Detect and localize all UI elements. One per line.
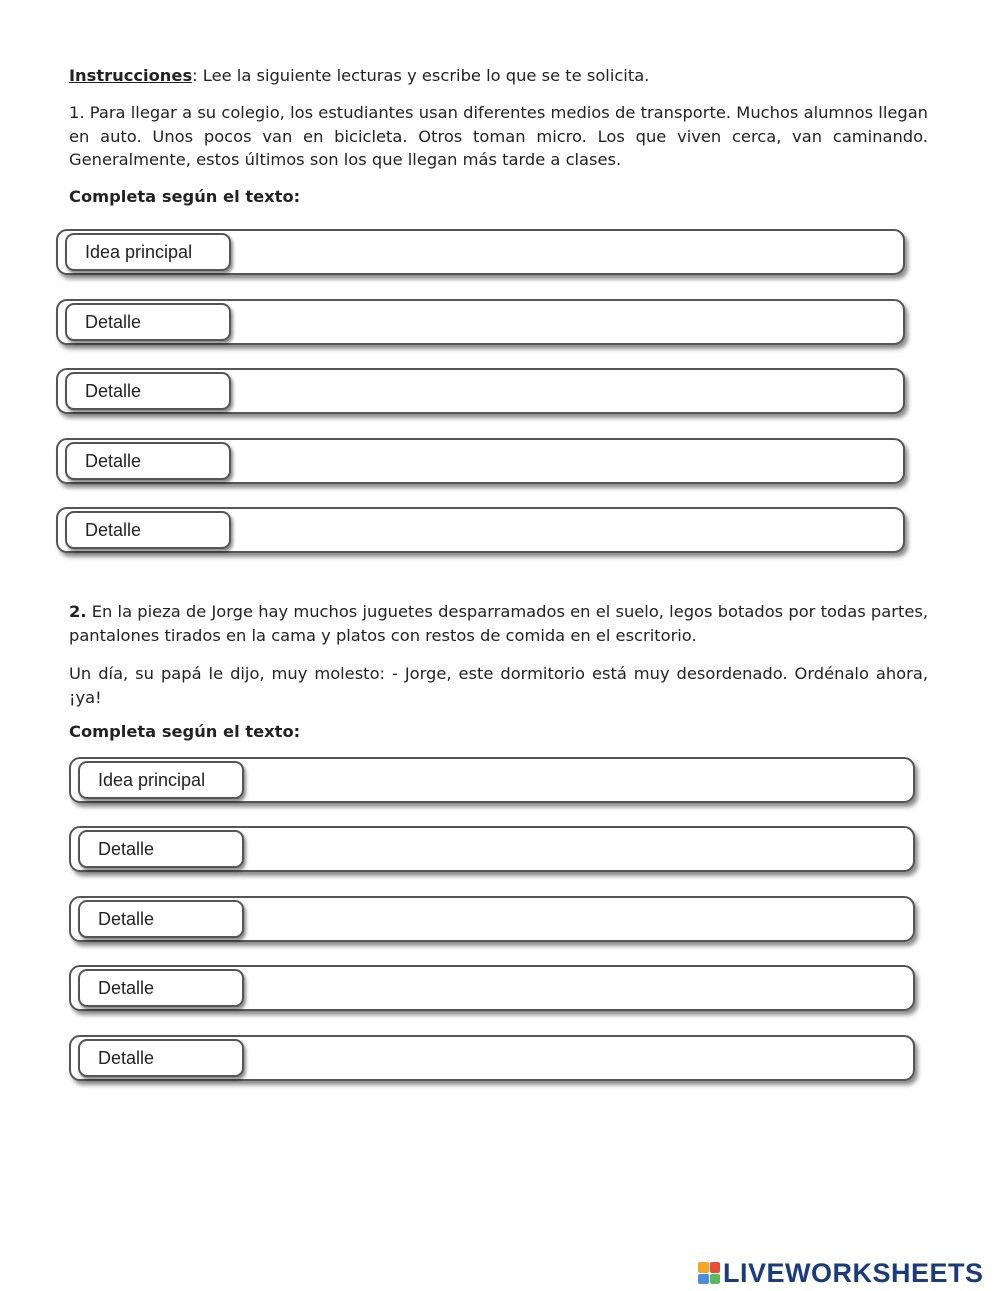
row-label: Detalle <box>65 442 231 480</box>
section1-row-detail <box>56 299 905 345</box>
section2-number: 2. <box>69 602 87 621</box>
section1-row-main-idea <box>56 229 905 275</box>
row-label: Idea principal <box>78 761 244 799</box>
row-label: Detalle <box>65 303 231 341</box>
row-label: Detalle <box>78 1039 244 1077</box>
section1-row-detail <box>56 438 905 484</box>
instructions-text: : Lee la siguiente lecturas y escribe lo que se te solicita. <box>192 66 650 85</box>
detail-input[interactable] <box>256 1043 905 1073</box>
detail-input[interactable] <box>243 376 895 406</box>
brand-name: LIVEWORKSHEETS <box>723 1257 984 1288</box>
logo-icon-block <box>710 1274 721 1285</box>
main-idea-input[interactable] <box>243 237 895 267</box>
row-label: Detalle <box>78 830 244 868</box>
instructions <box>69 64 928 88</box>
detail-input[interactable] <box>243 446 895 476</box>
main-idea-input[interactable] <box>256 765 905 795</box>
section1-row-detail <box>56 368 905 414</box>
detail-input[interactable] <box>243 307 895 337</box>
section1-paragraph: 1. Para llegar a su colegio, los estudiantes usan diferentes medios de transporte. Muchos alumnos llegan en auto. Unos pocos van en bicicleta. Otros toman micro. Los que viven cerca, van caminando. Generalmente, estos últimos son los que llegan más tarde a clases. <box>69 103 928 169</box>
logo-icon-block <box>698 1274 709 1285</box>
detail-input[interactable] <box>256 834 905 864</box>
section2-row-detail <box>69 965 915 1011</box>
detail-input[interactable] <box>256 904 905 934</box>
row-label: Detalle <box>65 511 231 549</box>
section2-heading: Completa según el texto: <box>69 722 301 741</box>
detail-input[interactable] <box>243 515 895 545</box>
detail-input[interactable] <box>256 973 905 1003</box>
section2-paragraph-1-text: En la pieza de Jorge hay muchos juguetes desparramados en el suelo, legos botados por todas partes, pantalones tirados en la cama y platos con restos de comida en el escritorio. <box>69 602 928 645</box>
row-label: Detalle <box>78 969 244 1007</box>
liveworksheets-logo-icon <box>698 1262 720 1284</box>
row-label: Detalle <box>78 900 244 938</box>
section2-row-detail <box>69 896 915 942</box>
row-label: Detalle <box>65 372 231 410</box>
section2-paragraph-1 <box>69 600 928 647</box>
section2-row-detail <box>69 1035 915 1081</box>
logo-icon-block <box>710 1262 721 1273</box>
section2-paragraph-2: Un día, su papá le dijo, muy molesto: - Jorge, este dormitorio está muy desordenado. Ordénalo ahora, ¡ya! <box>69 664 928 707</box>
liveworksheets-logo[interactable] <box>698 1258 984 1288</box>
section1-heading: Completa según el texto: <box>69 187 301 206</box>
row-label: Idea principal <box>65 233 231 271</box>
logo-icon-block <box>698 1262 709 1273</box>
section2-row-detail <box>69 826 915 872</box>
section1-row-detail <box>56 507 905 553</box>
section2-row-main-idea <box>69 757 915 803</box>
instructions-label: Instrucciones <box>69 66 193 85</box>
